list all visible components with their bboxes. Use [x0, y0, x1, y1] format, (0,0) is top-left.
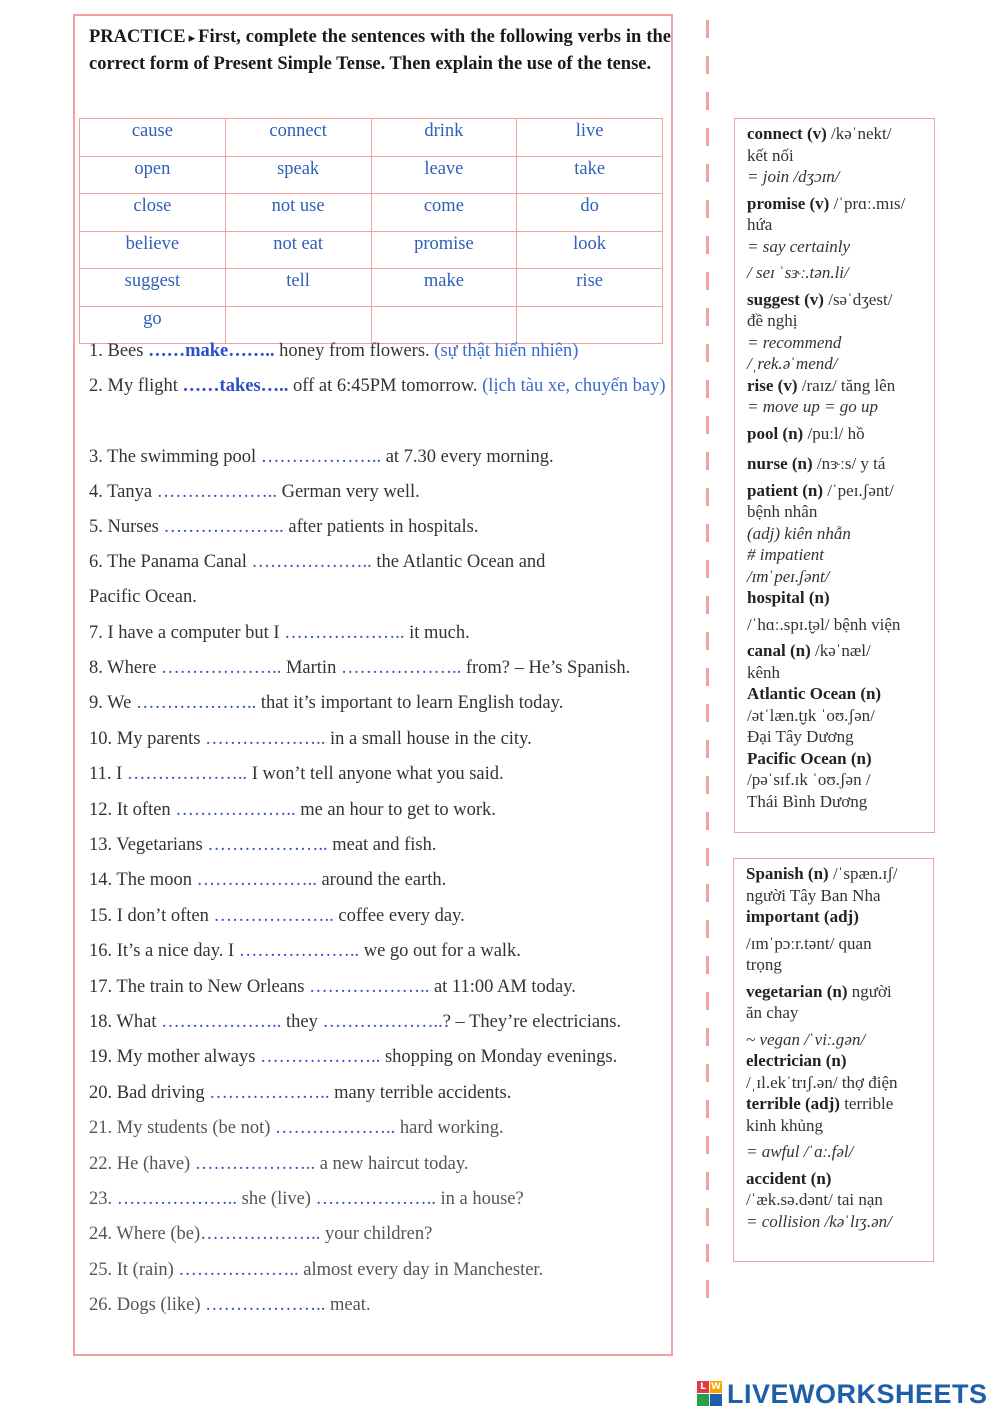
worksheet-frame [73, 14, 673, 1356]
sentence-1: 1. Bees ……make…….. honey from flowers. (sự thật hiển nhiên) [89, 341, 579, 361]
verb-cell: cause [80, 119, 226, 157]
blank-18b[interactable]: ……………….. [322, 1012, 443, 1032]
blank-21[interactable]: ……………….. [275, 1118, 396, 1138]
blank-25[interactable]: ……………….. [178, 1260, 299, 1280]
divider-dash [706, 20, 709, 38]
liveworksheets-logo [697, 1376, 988, 1412]
blank-18a[interactable]: ……………….. [161, 1012, 282, 1032]
divider-dash [706, 128, 709, 146]
divider-dash [706, 344, 709, 362]
divider-dash [706, 812, 709, 830]
sentence-2: 2. My flight ……takes….. off at 6:45PM tomorrow. (lịch tàu xe, chuyến bay) [89, 376, 666, 396]
logo-text: LIVEWORKSHEETS [727, 1378, 988, 1409]
divider-dash [706, 704, 709, 722]
divider-dash [706, 308, 709, 326]
blank-13[interactable]: ……………….. [207, 835, 328, 855]
blank-5[interactable]: ……………….. [163, 517, 284, 537]
divider-dash [706, 668, 709, 686]
answer-1[interactable]: ……make…….. [148, 341, 275, 361]
verb-cell: drink [371, 119, 517, 157]
divider-dash [706, 1064, 709, 1082]
sentence-3: 3. The swimming pool ……………….. at 7.30 every morning. [89, 447, 554, 467]
sentence-16: 16. It’s a nice day. I ……………….. we go out for a walk. [89, 941, 521, 961]
sentence-15: 15. I don’t often ……………….. coffee every day. [89, 906, 465, 926]
blank-6[interactable]: ……………….. [251, 552, 372, 572]
blank-11[interactable]: ……………….. [126, 764, 248, 784]
sentence-6: 6. The Panama Canal ……………….. the Atlantic Ocean and [89, 552, 546, 572]
verb-cell: connect [225, 119, 371, 157]
divider-dash [706, 632, 709, 650]
answer-2[interactable]: ……takes….. [182, 376, 289, 396]
verb-cell: rise [517, 269, 663, 307]
sentence-24: 24. Where (be)……………….. your children? [89, 1224, 433, 1244]
divider-dash [706, 596, 709, 614]
verb-cell: take [517, 156, 663, 194]
verb-row [80, 194, 663, 232]
divider-dash [706, 488, 709, 506]
verb-cell: live [517, 119, 663, 157]
sentence-4: 4. Tanya ……………….. German very well. [89, 482, 420, 502]
blank-8b[interactable]: ……………….. [340, 658, 462, 678]
verb-cell: speak [225, 156, 371, 194]
blank-9[interactable]: ……………….. [135, 693, 257, 713]
blank-16[interactable]: ……………….. [238, 941, 360, 961]
instruction-text: First, complete the sentences with the following verbs in the correct form of Present Simple Tense. Then explain the use of the tense. [89, 27, 671, 74]
dashed-divider [706, 20, 710, 1320]
verb-cell: look [517, 231, 663, 269]
verb-row [80, 156, 663, 194]
verb-row [80, 231, 663, 269]
divider-dash [706, 920, 709, 938]
divider-dash [706, 164, 709, 182]
divider-dash [706, 956, 709, 974]
sentence-9: 9. We ……………….. that it’s important to learn English today. [89, 693, 564, 713]
divider-dash [706, 560, 709, 578]
sentence-23: 23. ……………….. she (live) ……………….. in a house? [89, 1189, 524, 1209]
sentence-5: 5. Nurses ……………….. after patients in hospitals. [89, 517, 479, 537]
divider-dash [706, 1136, 709, 1154]
sentence-25: 25. It (rain) ……………….. almost every day in Manchester. [89, 1260, 544, 1280]
practice-label: PRACTICE [89, 27, 186, 47]
verb-cell: believe [80, 231, 226, 269]
verb-cell: come [371, 194, 517, 232]
verb-row [80, 269, 663, 307]
verb-row [80, 119, 663, 157]
blank-23a[interactable]: ……………….. [116, 1189, 237, 1209]
note-1: (sự thật hiển nhiên) [434, 341, 579, 361]
blank-15[interactable]: ……………….. [213, 906, 334, 926]
divider-dash [706, 236, 709, 254]
arrow-icon: ▸ [188, 30, 196, 45]
sentence-26: 26. Dogs (like) ……………….. meat. [89, 1295, 371, 1315]
verb-cell: promise [371, 231, 517, 269]
sentence-8: 8. Where ……………….. Martin ……………….. from? – He’s Spanish. [89, 658, 631, 678]
vocabulary-box-2: Spanish (n) /ˈspæn.ɪʃ/ người Tây Ban Nha important (adj) /ɪmˈpɔːr.tənt/ quan trọng vegetarian (n) người ăn chay ~ vegan /ˈviː.ɡən/ electrician (n) /ˌɪl.ekˈtrɪʃ.ən/ thợ điện terrible (adj) terrible kinh khủng = awful /ˈɑː.fəl/ accident (n) /ˈæk.sə.dənt/ tai nạn = collision /kəˈlɪʒ.ən/ [733, 858, 934, 1262]
blank-26[interactable]: ……………….. [205, 1295, 326, 1315]
verb-cell: open [80, 156, 226, 194]
verb-cell: go [80, 306, 226, 344]
instructions [89, 24, 671, 78]
sentence-11: 11. I ……………….. I won’t tell anyone what you said. [89, 764, 504, 784]
blank-14[interactable]: ……………….. [196, 870, 317, 890]
blank-4[interactable]: ……………….. [156, 482, 277, 502]
divider-dash [706, 1244, 709, 1262]
divider-dash [706, 92, 709, 110]
divider-dash [706, 1028, 709, 1046]
blank-19[interactable]: ……………….. [260, 1047, 381, 1067]
divider-dash [706, 776, 709, 794]
divider-dash [706, 200, 709, 218]
divider-dash [706, 1208, 709, 1226]
verb-cell: close [80, 194, 226, 232]
blank-3[interactable]: ……………….. [260, 447, 382, 467]
verb-cell: not use [225, 194, 371, 232]
sentence-17: 17. The train to New Orleans ……………….. at 11:00 AM today. [89, 977, 576, 997]
sentence-7: 7. I have a computer but I ……………….. it much. [89, 623, 470, 643]
verb-table [79, 118, 663, 344]
logo-mark-icon: L W [697, 1381, 723, 1407]
divider-dash [706, 416, 709, 434]
sentence-21: 21. My students (be not) ……………….. hard working. [89, 1118, 504, 1138]
blank-17[interactable]: ……………….. [309, 977, 430, 997]
vocabulary-box-1: connect (v) /kəˈnekt/ kết nối = join /dʒɔɪn/ promise (v) /ˈprɑː.mɪs/ hứa = say certainly / seɪ ˈsɝː.tən.li/ suggest (v) /səˈdʒest/ đề nghị = recommend /ˌrek.əˈmend/ rise (v) /raɪz/ tăng lên = move up = go up pool (n) /puːl/ hồ nurse (n) /nɝːs/ y tá patient (n) /ˈpeɪ.ʃənt/ bệnh nhân (adj) kiên nhẫn # impatient /ɪmˈpeɪ.ʃənt/ hospital (n) /ˈhɑː.spɪ.t̬əl/ bệnh viện canal (n) /kəˈnæl/ kênh Atlantic Ocean (n) /ətˈlæn.t̬ɪk ˈoʊ.ʃən/ Đại Tây Dương Pacific Ocean (n) /pəˈsɪf.ɪk ˈoʊ.ʃən / Thái Bình Dương [734, 118, 935, 833]
sentence-20: 20. Bad driving ……………….. many terrible accidents. [89, 1083, 512, 1103]
blank-12[interactable]: ……………….. [175, 800, 296, 820]
sentence-10: 10. My parents ……………….. in a small house in the city. [89, 729, 532, 749]
blank-7[interactable]: ……………….. [284, 623, 405, 643]
blank-8a[interactable]: ……………….. [161, 658, 282, 678]
divider-dash [706, 524, 709, 542]
sentence-12: 12. It often ……………….. me an hour to get to work. [89, 800, 496, 820]
divider-dash [706, 1100, 709, 1118]
sentence-19: 19. My mother always ……………….. shopping on Monday evenings. [89, 1047, 618, 1067]
divider-dash [706, 1280, 709, 1298]
verb-cell: not eat [225, 231, 371, 269]
blank-20[interactable]: ……………….. [209, 1083, 330, 1103]
blank-23b[interactable]: ……………….. [315, 1189, 436, 1209]
divider-dash [706, 740, 709, 758]
divider-dash [706, 272, 709, 290]
divider-dash [706, 380, 709, 398]
divider-dash [706, 848, 709, 866]
verb-cell: suggest [80, 269, 226, 307]
divider-dash [706, 884, 709, 902]
blank-24[interactable]: ……………….. [200, 1224, 321, 1244]
divider-dash [706, 56, 709, 74]
verb-cell: leave [371, 156, 517, 194]
note-2: (lịch tàu xe, chuyến bay) [482, 376, 666, 396]
sentence-18: 18. What ……………….. they ………………..? – They’re electricians. [89, 1012, 622, 1032]
sentence-6-cont: Pacific Ocean. [89, 587, 197, 607]
verb-cell: tell [225, 269, 371, 307]
divider-dash [706, 1172, 709, 1190]
blank-10[interactable]: ……………….. [205, 729, 326, 749]
sentence-22: 22. He (have) ……………….. a new haircut today. [89, 1154, 469, 1174]
sentence-13: 13. Vegetarians ……………….. meat and fish. [89, 835, 437, 855]
sentence-14: 14. The moon ……………….. around the earth. [89, 870, 447, 890]
divider-dash [706, 992, 709, 1010]
verb-cell: make [371, 269, 517, 307]
divider-dash [706, 452, 709, 470]
verb-cell: do [517, 194, 663, 232]
blank-22[interactable]: ……………….. [194, 1154, 316, 1174]
